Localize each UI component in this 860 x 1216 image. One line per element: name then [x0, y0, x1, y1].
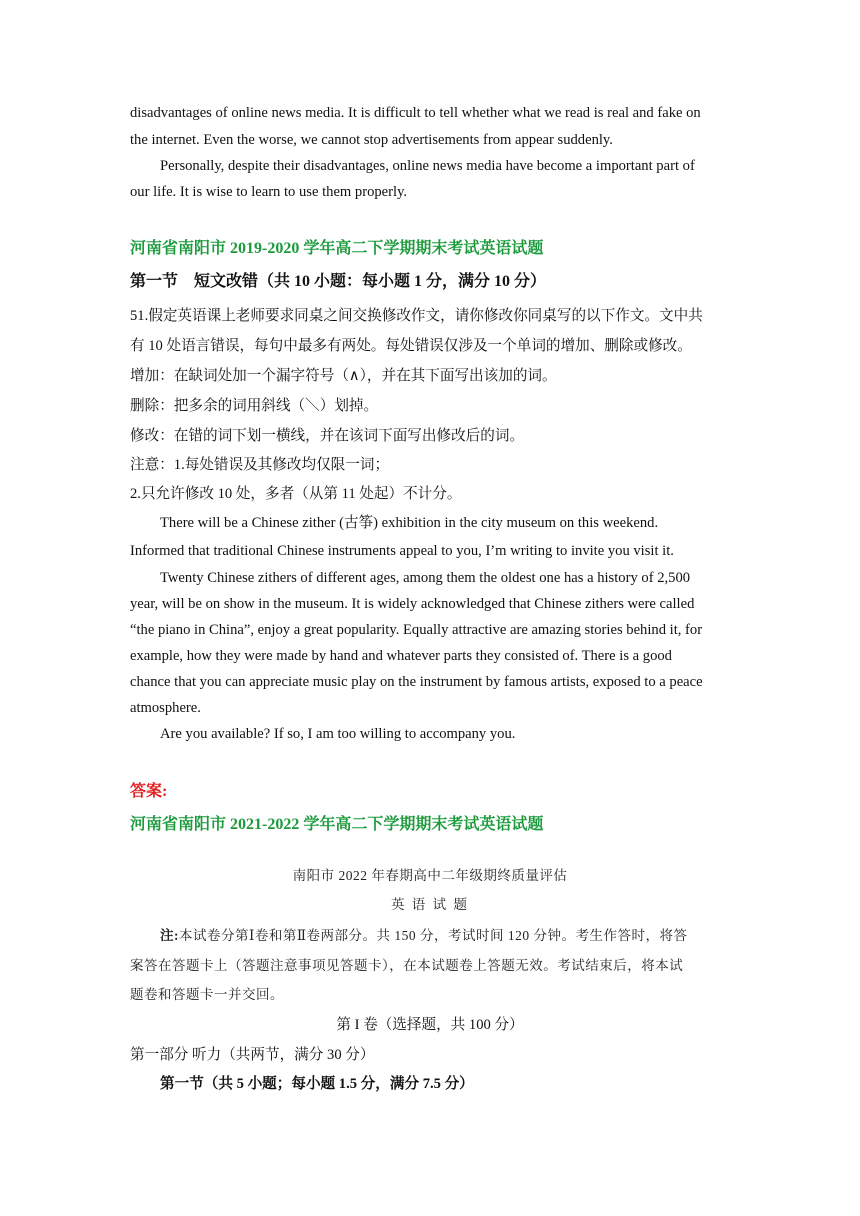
instruction-line: 注意：1.每处错误及其修改均仅限一词； [130, 457, 390, 473]
passage-line: year, will be on show in the museum. It is widely acknowledged that Chinese zithers were called [130, 596, 695, 612]
answer-label: 答案: [130, 783, 168, 800]
exam-paper-title: 南阳市 2022 年春期高中二年级期终质量评估 [292, 868, 568, 883]
passage-line: atmosphere. [130, 700, 201, 716]
paragraph-line: Personally, despite their disadvantages, online news media have become a important part of [160, 158, 695, 174]
instruction-line: 修改：在错的词下划一横线，并在该词下面写出修改后的词。 [130, 428, 525, 444]
passage-line: chance that you can appreciate music play on the instrument by famous artists, exposed to a peace [130, 674, 703, 690]
passage-line: example, how they were made by hand and whatever parts they consisted of. There is a good [130, 648, 672, 664]
paragraph-line: our life. It is wise to learn to use them properly. [130, 184, 408, 200]
note-line: 案答在答题卡上（答题注意事项见答题卡），在本试题卷上答题无效。考试结束后，将本试 [130, 958, 684, 973]
passage-line: Informed that traditional Chinese instruments appeal to you, I’m writing to invite you visit it. [130, 543, 674, 559]
note-line: 题卷和答题卡一并交回。 [130, 987, 284, 1002]
passage-line: There will be a Chinese zither (古筝) exhibition in the city museum on this weekend. [160, 515, 659, 531]
exam-title-2019: 河南省南阳市 2019-2020 学年高二下学期期末考试英语试题 [130, 240, 544, 257]
part-heading: 第一部分 听力（共两节，满分 30 分） [130, 1047, 375, 1063]
volume-heading: 第 I 卷（选择题，共 100 分） [336, 1017, 524, 1033]
note-text: 本试卷分第Ⅰ卷和第Ⅱ卷两部分。共 150 分，考试时间 120 分钟。考生作答时，将答 [179, 928, 688, 943]
instruction-line: 51.假定英语课上老师要求同桌之间交换修改作文，请你修改你同桌写的以下作文。文中共 [130, 308, 703, 324]
passage-line: “the piano in China”, enjoy a great popularity. Equally attractive are amazing stories behind it, for [130, 622, 703, 638]
section-heading: 第一节 短文改错（共 10 小题：每小题 1 分，满分 10 分） [130, 273, 547, 290]
note-line [160, 926, 688, 946]
instruction-line: 2.只允许修改 10 处，多者（从第 11 处起）不计分。 [130, 486, 462, 502]
instruction-line: 删除：把多余的词用斜线（＼）划掉。 [130, 398, 379, 414]
passage-line: Are you available? If so, I am too willing to accompany you. [160, 726, 516, 742]
instruction-line: 增加：在缺词处加一个漏字符号（∧），并在其下面写出该加的词。 [130, 368, 557, 384]
note-label: 注: [160, 928, 179, 943]
instruction-line: 有 10 处语言错误，每句中最多有两处。每处错误仅涉及一个单词的增加、删除或修改。 [130, 338, 692, 354]
paragraph-line: the internet. Even the worse, we cannot stop advertisements from appear suddenly. [130, 132, 613, 148]
subsection-heading: 第一节（共 5 小题；每小题 1.5 分，满分 7.5 分） [160, 1076, 474, 1092]
passage-line: Twenty Chinese zithers of different ages, among them the oldest one has a history of 2,500 [160, 570, 691, 586]
paragraph-line: disadvantages of online news media. It is difficult to tell whether what we read is real and fake on [130, 105, 701, 121]
subject-title: 英 语 试 题 [390, 897, 470, 912]
exam-title-2021: 河南省南阳市 2021-2022 学年高二下学期期末考试英语试题 [130, 816, 544, 833]
